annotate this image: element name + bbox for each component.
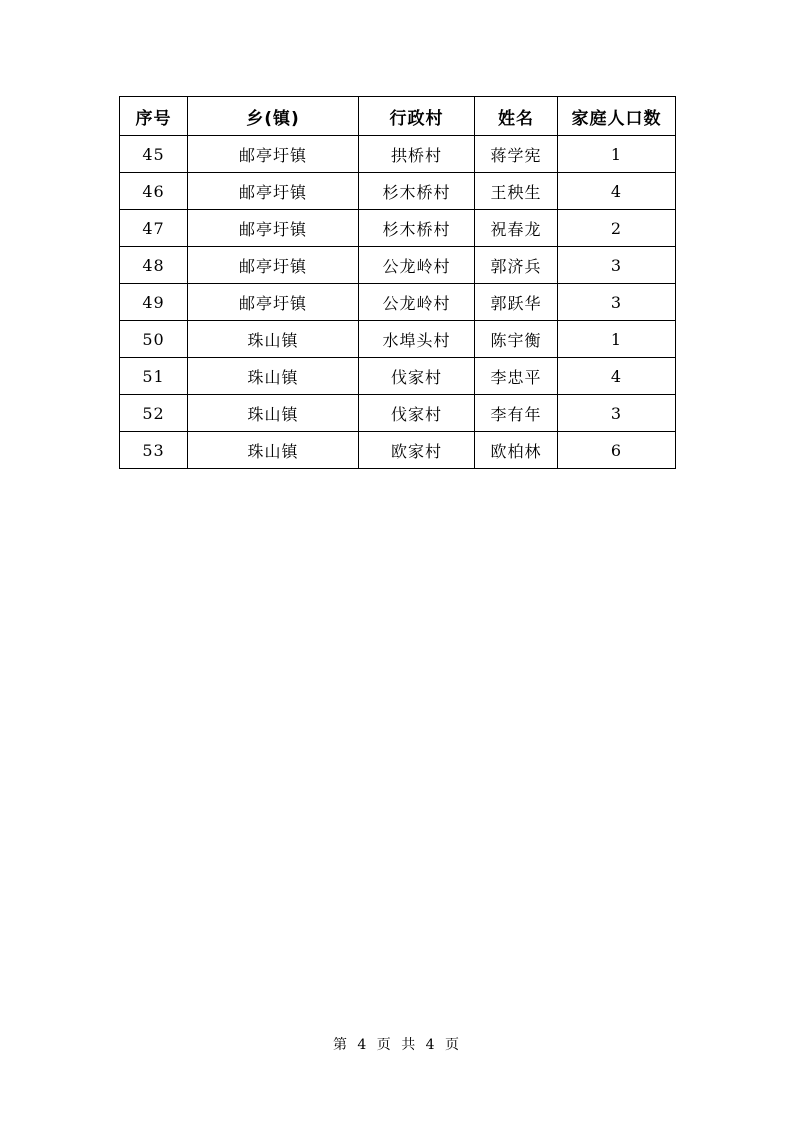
table-row — [120, 173, 676, 210]
cell-town: 珠山镇 — [188, 432, 359, 469]
cell-village: 伐家村 — [359, 358, 475, 395]
cell-village: 伐家村 — [359, 395, 475, 432]
cell-town: 邮亭圩镇 — [188, 247, 359, 284]
cell-index: 48 — [120, 247, 188, 284]
header-household-size: 家庭人口数 — [558, 97, 676, 136]
cell-town: 邮亭圩镇 — [188, 173, 359, 210]
cell-household-size: 1 — [558, 321, 676, 358]
cell-name: 李有年 — [475, 395, 558, 432]
cell-name: 李忠平 — [475, 358, 558, 395]
cell-household-size: 6 — [558, 432, 676, 469]
cell-name: 祝春龙 — [475, 210, 558, 247]
table-row — [120, 358, 676, 395]
cell-village: 水埠头村 — [359, 321, 475, 358]
cell-name: 郭跃华 — [475, 284, 558, 321]
cell-index: 50 — [120, 321, 188, 358]
cell-household-size: 4 — [558, 173, 676, 210]
cell-index: 47 — [120, 210, 188, 247]
cell-town: 珠山镇 — [188, 321, 359, 358]
cell-village: 公龙岭村 — [359, 284, 475, 321]
cell-village: 公龙岭村 — [359, 247, 475, 284]
table-row — [120, 136, 676, 173]
table-row — [120, 432, 676, 469]
cell-name: 陈宇衡 — [475, 321, 558, 358]
cell-index: 49 — [120, 284, 188, 321]
cell-town: 邮亭圩镇 — [188, 136, 359, 173]
table-row — [120, 247, 676, 284]
cell-index: 53 — [120, 432, 188, 469]
cell-index: 52 — [120, 395, 188, 432]
cell-town: 珠山镇 — [188, 395, 359, 432]
cell-town: 邮亭圩镇 — [188, 210, 359, 247]
cell-village: 杉木桥村 — [359, 210, 475, 247]
cell-name: 蒋学宪 — [475, 136, 558, 173]
table-row — [120, 321, 676, 358]
cell-index: 45 — [120, 136, 188, 173]
cell-household-size: 1 — [558, 136, 676, 173]
cell-village: 杉木桥村 — [359, 173, 475, 210]
cell-household-size: 4 — [558, 358, 676, 395]
table-header — [120, 97, 676, 136]
page-number-footer: 第 4 页 共 4 页 — [332, 1037, 461, 1053]
table-body — [120, 136, 676, 469]
cell-town: 邮亭圩镇 — [188, 284, 359, 321]
cell-name: 郭济兵 — [475, 247, 558, 284]
cell-index: 51 — [120, 358, 188, 395]
header-village: 行政村 — [359, 97, 475, 136]
household-table — [119, 96, 676, 469]
table-row — [120, 284, 676, 321]
header-row — [120, 97, 676, 136]
table-row — [120, 395, 676, 432]
cell-household-size: 2 — [558, 210, 676, 247]
table-row — [120, 210, 676, 247]
cell-name: 王秧生 — [475, 173, 558, 210]
cell-village: 拱桥村 — [359, 136, 475, 173]
header-name: 姓名 — [475, 97, 558, 136]
cell-name: 欧柏林 — [475, 432, 558, 469]
cell-household-size: 3 — [558, 284, 676, 321]
header-town: 乡(镇) — [188, 97, 359, 136]
cell-town: 珠山镇 — [188, 358, 359, 395]
cell-household-size: 3 — [558, 395, 676, 432]
cell-index: 46 — [120, 173, 188, 210]
header-index: 序号 — [120, 97, 188, 136]
cell-household-size: 3 — [558, 247, 676, 284]
cell-village: 欧家村 — [359, 432, 475, 469]
